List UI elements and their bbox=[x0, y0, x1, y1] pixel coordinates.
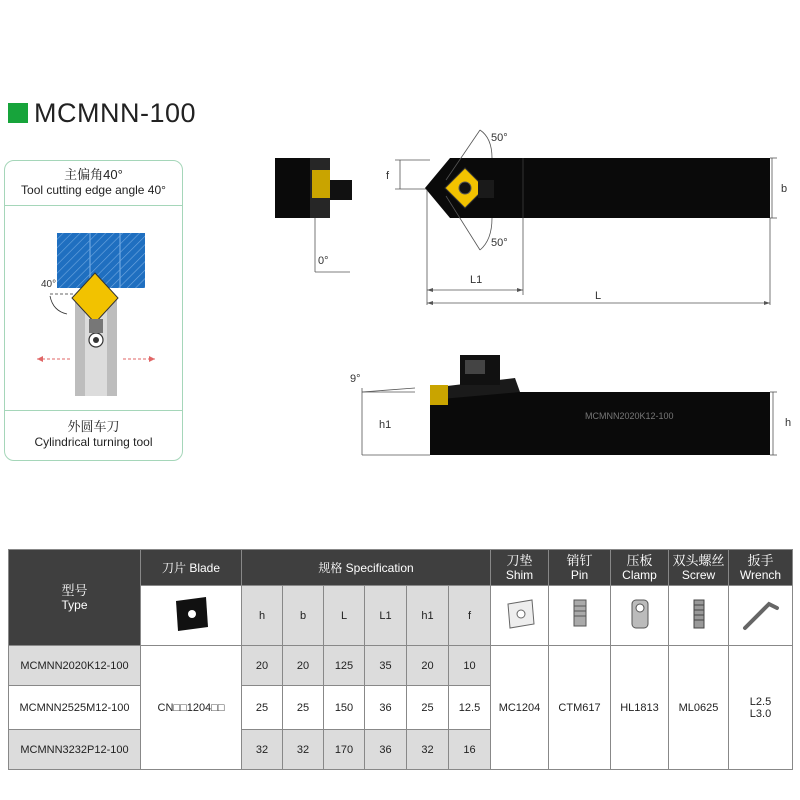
screw-image-cell bbox=[669, 586, 729, 646]
tool-body bbox=[495, 158, 770, 218]
page-title: MCMNN-100 bbox=[34, 98, 197, 128]
side-view-drawing bbox=[345, 340, 800, 470]
model-cell: MCMNN3232P12-100 bbox=[9, 730, 141, 770]
screw-cell: ML0625 bbox=[669, 646, 729, 770]
card-footer bbox=[5, 410, 182, 461]
col-h1: h1 bbox=[407, 586, 449, 646]
cell-f: 10 bbox=[449, 646, 491, 686]
cell-h: 25 bbox=[242, 686, 283, 730]
clamp-image-cell bbox=[611, 586, 669, 646]
wrench-icon bbox=[739, 594, 783, 634]
engraving-text: MCMNN2020K12-100 bbox=[585, 411, 674, 421]
cell-l1: 36 bbox=[365, 730, 407, 770]
blade-header: 刀片 Blade bbox=[141, 550, 242, 586]
model-cell: MCMNN2020K12-100 bbox=[9, 646, 141, 686]
cell-f: 16 bbox=[449, 730, 491, 770]
card-footer-cn: 外圆车刀 bbox=[67, 419, 120, 434]
card-header-en: Tool cutting edge angle 40° bbox=[21, 183, 166, 197]
cell-b: 20 bbox=[283, 646, 324, 686]
side-body bbox=[430, 392, 770, 455]
pin-image-cell bbox=[549, 586, 611, 646]
wrench-size-1: L2.5 bbox=[749, 695, 772, 708]
pin-icon bbox=[560, 594, 600, 634]
card-footer-en: Cylindrical turning tool bbox=[34, 435, 153, 449]
title-marker bbox=[8, 103, 28, 123]
card-header bbox=[5, 161, 182, 206]
spec-table bbox=[8, 549, 793, 770]
cell-l: 150 bbox=[324, 686, 365, 730]
cell-h: 32 bbox=[242, 730, 283, 770]
pin-header: 销钉 Pin bbox=[549, 550, 611, 586]
col-l: L bbox=[324, 586, 365, 646]
table-row bbox=[9, 646, 793, 686]
blade-image-cell bbox=[141, 586, 242, 646]
angle-top-label: 50° bbox=[491, 132, 508, 144]
cell-l1: 35 bbox=[365, 646, 407, 686]
cell-l: 170 bbox=[324, 730, 365, 770]
clamp-cell: HL1813 bbox=[611, 646, 669, 770]
cell-h1: 32 bbox=[407, 730, 449, 770]
dim-l1-label: L1 bbox=[470, 274, 483, 286]
wrench-size-2: L3.0 bbox=[749, 707, 772, 720]
dim-h-label: h bbox=[785, 417, 792, 429]
card-header-cn: 主偏角40° bbox=[64, 167, 123, 182]
col-h: h bbox=[242, 586, 283, 646]
spec-header: 规格 Specification bbox=[242, 550, 491, 586]
wrench-cell bbox=[729, 646, 793, 770]
col-f: f bbox=[449, 586, 491, 646]
cutting-angle-card bbox=[4, 160, 183, 461]
shim-image-cell bbox=[491, 586, 549, 646]
cell-f: 12.5 bbox=[449, 686, 491, 730]
screw-header: 双头螺丝 Screw bbox=[669, 550, 729, 586]
model-cell: MCMNN2525M12-100 bbox=[9, 686, 141, 730]
angle-zero-label: 0° bbox=[318, 255, 329, 267]
plan-view-drawing bbox=[270, 110, 800, 310]
cell-l1: 36 bbox=[365, 686, 407, 730]
dim-l-label: L bbox=[595, 290, 602, 302]
dim-h1-label: h1 bbox=[379, 419, 392, 431]
cell-h: 20 bbox=[242, 646, 283, 686]
dim-f-label: f bbox=[386, 170, 390, 182]
shim-icon bbox=[500, 594, 540, 634]
angle-side-label: 9° bbox=[350, 373, 361, 385]
wrench-header: 扳手 Wrench bbox=[729, 550, 793, 586]
cell-h1: 20 bbox=[407, 646, 449, 686]
angle-bottom-label: 50° bbox=[491, 237, 508, 249]
blade-cell: CN□□1204□□ bbox=[141, 646, 242, 770]
screw-icon bbox=[679, 594, 719, 634]
type-header: 型号 Type bbox=[9, 550, 141, 646]
cutting-diagram bbox=[5, 206, 182, 411]
cell-b: 32 bbox=[283, 730, 324, 770]
cell-b: 25 bbox=[283, 686, 324, 730]
shim-header: 刀垫 Shim bbox=[491, 550, 549, 586]
blade-icon bbox=[166, 589, 216, 639]
dim-b-label: b bbox=[781, 183, 788, 195]
clamp-icon bbox=[620, 594, 660, 634]
shim-cell: MC1204 bbox=[491, 646, 549, 770]
card-angle-label: 40° bbox=[41, 279, 57, 290]
cell-l: 125 bbox=[324, 646, 365, 686]
wrench-image-cell bbox=[729, 586, 793, 646]
cell-h1: 25 bbox=[407, 686, 449, 730]
col-b: b bbox=[283, 586, 324, 646]
clamp-header: 压板 Clamp bbox=[611, 550, 669, 586]
pin-cell: CTM617 bbox=[549, 646, 611, 770]
col-l1: L1 bbox=[365, 586, 407, 646]
